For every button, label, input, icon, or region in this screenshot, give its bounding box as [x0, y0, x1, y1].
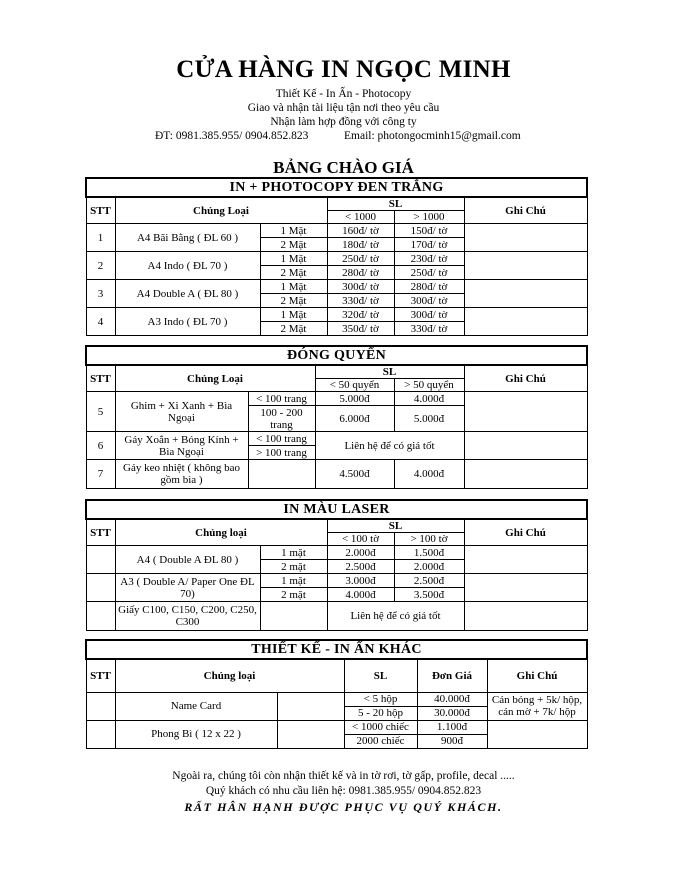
note-cell: [464, 602, 587, 631]
price-cell: 300đ/ tờ: [394, 294, 464, 308]
binding-type: Gáy Xoắn + Bóng Kính + Bìa Ngoại: [115, 432, 248, 460]
row-number: 2: [86, 252, 115, 280]
row-number: [86, 602, 115, 631]
paper-type: Giấy C100, C150, C200, C250, C300: [115, 602, 260, 631]
price-cell: 320đ/ tờ: [327, 308, 394, 322]
price-cell: 300đ/ tờ: [394, 308, 464, 322]
price-cell: 180đ/ tờ: [327, 238, 394, 252]
qty-col-header: > 50 quyển: [394, 379, 464, 392]
price-cell: 280đ/ tờ: [394, 280, 464, 294]
contact-note: Liên hệ để có giá tốt: [315, 432, 464, 460]
side-option: 1 Mặt: [260, 252, 327, 266]
sl-header: SL: [344, 659, 417, 692]
contact-line: Quý khách có nhu cầu liên hệ: 0981.385.955/ 0904.852.823: [205, 785, 482, 797]
paper-type: A4 Bãi Bằng ( ĐL 60 ): [115, 224, 260, 252]
type-header: Chủng loại: [115, 659, 344, 692]
price-cell: 280đ/ tờ: [327, 266, 394, 280]
price-cell: 330đ/ tờ: [327, 294, 394, 308]
page-option: 100 - 200 trang: [248, 406, 315, 432]
price-cell: 2.500đ: [394, 574, 464, 588]
page-option: < 100 trang: [248, 392, 315, 406]
phone-number: ĐT: 0981.385.955/ 0904.852.823: [155, 130, 309, 142]
row-number: 4: [86, 308, 115, 336]
qty-col-header: > 100 tờ: [394, 533, 464, 546]
qty-col-header: > 1000: [394, 211, 464, 224]
paper-type: A4 ( Double A ĐL 80 ): [115, 546, 260, 574]
price-cell: 5.000đ: [394, 406, 464, 432]
note-cell: [464, 392, 587, 432]
contract-line: Nhận làm hợp đồng với công ty: [270, 116, 417, 128]
option-cell: [277, 692, 344, 720]
price-cell: 330đ/ tờ: [394, 322, 464, 336]
paper-type: A4 Double A ( ĐL 80 ): [115, 280, 260, 308]
price-cell: 6.000đ: [315, 406, 394, 432]
side-option: 1 Mặt: [260, 308, 327, 322]
price-cell: 4.500đ: [315, 460, 394, 489]
price-cell: 40.000đ: [417, 692, 487, 706]
note-header: Ghi Chú: [487, 659, 587, 692]
price-cell: 350đ/ tờ: [327, 322, 394, 336]
row-number: [86, 546, 115, 574]
note-cell: [464, 574, 587, 602]
price-cell: 4.000đ: [394, 460, 464, 489]
note-cell: [464, 224, 587, 252]
row-number: [86, 574, 115, 602]
product-name: Phong Bì ( 12 x 22 ): [115, 720, 277, 748]
document-title: BẢNG CHÀO GIÁ: [273, 158, 414, 177]
email-address: Email: photongocminh15@gmail.com: [344, 130, 521, 142]
side-option: 2 Mặt: [260, 238, 327, 252]
price-cell: 4.000đ: [394, 392, 464, 406]
qty-option: 5 - 20 hộp: [344, 706, 417, 720]
paper-type: A3 ( Double A/ Paper One ĐL 70): [115, 574, 260, 602]
side-option: 1 Mặt: [260, 280, 327, 294]
qty-option: < 1000 chiếc: [344, 720, 417, 734]
row-number: 5: [86, 392, 115, 432]
type-header: Chủng loại: [115, 519, 327, 546]
stt-header: STT: [86, 365, 115, 392]
row-number: 6: [86, 432, 115, 460]
section-title: IN MÀU LASER: [86, 500, 587, 519]
price-cell: 3.500đ: [394, 588, 464, 602]
price-cell: 150đ/ tờ: [394, 224, 464, 238]
bw-print-table: [85, 177, 588, 336]
section-title: IN + PHOTOCOPY ĐEN TRẮNG: [86, 178, 587, 197]
delivery-line: Giao và nhận tài liệu tận nơi theo yêu cầu: [247, 102, 440, 114]
page-option: [248, 460, 315, 489]
paper-type: A4 Indo ( ĐL 70 ): [115, 252, 260, 280]
note-cell: [464, 252, 587, 280]
price-cell: 2.000đ: [327, 546, 394, 560]
price-cell: 1.500đ: [394, 546, 464, 560]
side-option: 1 mặt: [260, 574, 327, 588]
price-cell: 2.000đ: [394, 560, 464, 574]
design-print-table: [85, 639, 588, 749]
note-header: Ghi Chú: [464, 197, 587, 224]
type-header: Chủng Loại: [115, 197, 327, 224]
row-number: 3: [86, 280, 115, 308]
stt-header: STT: [86, 519, 115, 546]
price-cell: 30.000đ: [417, 706, 487, 720]
services-line: Thiết Kế - In Ấn - Photocopy: [275, 88, 412, 100]
extra-services-note: Ngoài ra, chúng tôi còn nhận thiết kế và in tờ rơi, tờ gấp, profile, decal .....: [172, 770, 515, 782]
row-number: 7: [86, 460, 115, 489]
qty-option: < 5 hộp: [344, 692, 417, 706]
price-cell: 3.000đ: [327, 574, 394, 588]
unit-price-header: Đơn Giá: [417, 659, 487, 692]
side-option: 1 Mặt: [260, 224, 327, 238]
binding-type: Ghim + Xi Xanh + Bìa Ngoại: [115, 392, 248, 432]
shop-name: CỬA HÀNG IN NGỌC MINH: [176, 56, 511, 83]
note-cell: [464, 546, 587, 574]
price-cell: 170đ/ tờ: [394, 238, 464, 252]
price-cell: 250đ/ tờ: [327, 252, 394, 266]
note-header: Ghi Chú: [464, 519, 587, 546]
qty-col-header: < 100 tờ: [327, 533, 394, 546]
sl-header: SL: [327, 197, 464, 211]
page-option: < 100 trang: [248, 432, 315, 446]
price-cell: 900đ: [417, 734, 487, 748]
qty-col-header: < 50 quyển: [315, 379, 394, 392]
paper-type: A3 Indo ( ĐL 70 ): [115, 308, 260, 336]
page-option: > 100 trang: [248, 446, 315, 460]
row-number: [86, 720, 115, 748]
stt-header: STT: [86, 197, 115, 224]
binding-table: [85, 345, 588, 489]
contact-note: Liên hệ để có giá tốt: [327, 602, 464, 631]
row-number: 1: [86, 224, 115, 252]
side-option: [260, 602, 327, 631]
price-cell: 250đ/ tờ: [394, 266, 464, 280]
price-cell: 1.100đ: [417, 720, 487, 734]
side-option: 2 mặt: [260, 588, 327, 602]
option-cell: [277, 720, 344, 748]
note-header: Ghi Chú: [464, 365, 587, 392]
price-cell: 2.500đ: [327, 560, 394, 574]
type-header: Chủng Loại: [115, 365, 315, 392]
price-cell: 5.000đ: [315, 392, 394, 406]
closing-message: RẤT HÂN HẠNH ĐƯỢC PHỤC VỤ QUÝ KHÁCH.: [184, 800, 503, 814]
side-option: 2 Mặt: [260, 322, 327, 336]
price-cell: 300đ/ tờ: [327, 280, 394, 294]
color-laser-table: [85, 499, 588, 631]
sl-header: SL: [327, 519, 464, 533]
note-cell: [487, 720, 587, 748]
sl-header: SL: [315, 365, 464, 379]
side-option: 2 Mặt: [260, 266, 327, 280]
side-option: 2 Mặt: [260, 294, 327, 308]
lamination-note: Cán bóng + 5k/ hộp, cán mờ + 7k/ hộp: [487, 692, 587, 720]
note-cell: [464, 432, 587, 460]
note-cell: [464, 280, 587, 308]
side-option: 2 mặt: [260, 560, 327, 574]
qty-col-header: < 1000: [327, 211, 394, 224]
section-title: ĐÓNG QUYỂN: [86, 346, 587, 365]
binding-type: Gáy keo nhiệt ( không bao gồm bìa ): [115, 460, 248, 489]
side-option: 1 mặt: [260, 546, 327, 560]
price-cell: 230đ/ tờ: [394, 252, 464, 266]
qty-option: 2000 chiếc: [344, 734, 417, 748]
price-cell: 160đ/ tờ: [327, 224, 394, 238]
stt-header: STT: [86, 659, 115, 692]
note-cell: [464, 308, 587, 336]
price-cell: 4.000đ: [327, 588, 394, 602]
row-number: [86, 692, 115, 720]
product-name: Name Card: [115, 692, 277, 720]
note-cell: [464, 460, 587, 489]
section-title: THIẾT KẾ - IN ẤN KHÁC: [86, 640, 587, 659]
